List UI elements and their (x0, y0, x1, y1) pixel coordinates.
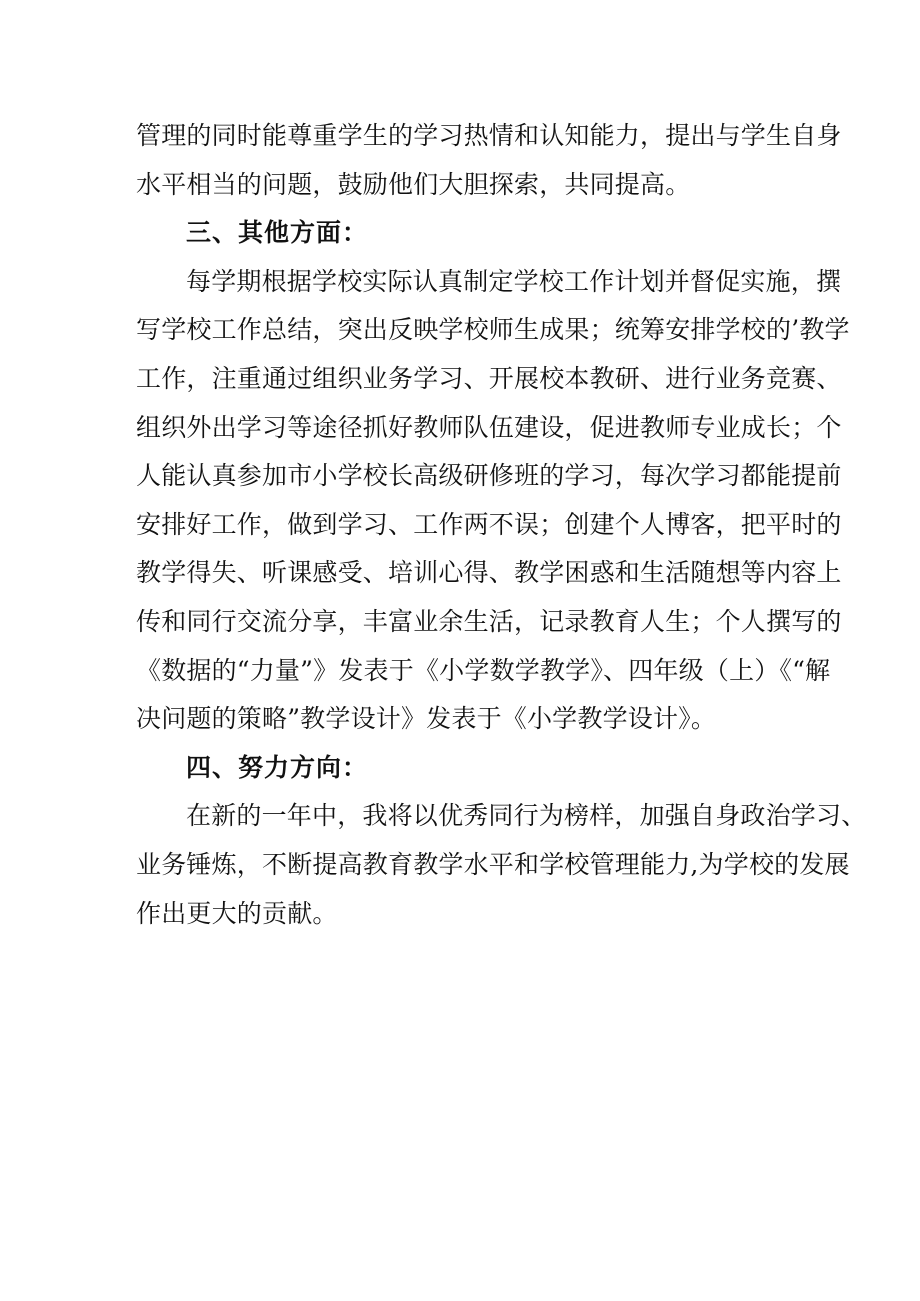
paragraph-line: 组织外出学习等途径抓好教师队伍建设，促进教师专业成长；个 (136, 412, 842, 442)
paragraph-line: 工作，注重通过组织业务学习、开展校本教研、进行业务竞赛、 (136, 363, 842, 393)
section-heading-future-direction: 四、努力方向： (186, 752, 369, 782)
paragraph-line: 管理的同时能尊重学生的学习热情和认知能力，提出与学生自身 (136, 121, 842, 150)
paragraph-line: 安排好工作，做到学习、工作两不误；创建个人博客，把平时的 (136, 509, 842, 539)
paragraph-line: 业务锤炼，不断提高教育教学水平和学校管理能力,为学校的发展 (136, 849, 850, 879)
paragraph-line: 《数据的“力量”》发表于《小学数学教学》、四年级（上）《“解 (136, 655, 831, 685)
paragraph-line: 教学得失、听课感受、培训心得、教学困惑和生活随想等内容上 (136, 558, 842, 588)
paragraph-line: 决问题的策略”教学设计》发表于《小学教学设计》。 (136, 704, 717, 734)
intro-paragraph (136, 112, 842, 209)
paragraph-line: 在新的一年中，我将以优秀同行为榜样，加强自身政治学习、 (186, 801, 867, 831)
section-heading-other-aspects: 三、其他方面： (186, 218, 369, 248)
paragraph-line: 水平相当的问题，鼓励他们大胆探索，共同提高。 (136, 169, 691, 199)
paragraph-line: 写学校工作总结，突出反映学校师生成果；统筹安排学校的’教学 (136, 315, 850, 345)
paragraph-line: 人能认真参加市小学校长高级研修班的学习，每次学习都能提前 (136, 461, 842, 491)
section-3-paragraph (136, 258, 850, 744)
document-body (136, 112, 867, 938)
paragraph-line: 作出更大的贡献。 (136, 898, 338, 928)
section-4-paragraph (136, 792, 867, 938)
paragraph-line: 传和同行交流分享，丰富业余生活，记录教育人生；个人撰写的 (136, 606, 842, 636)
paragraph-line: 每学期根据学校实际认真制定学校工作计划并督促实施，撰 (186, 266, 842, 296)
